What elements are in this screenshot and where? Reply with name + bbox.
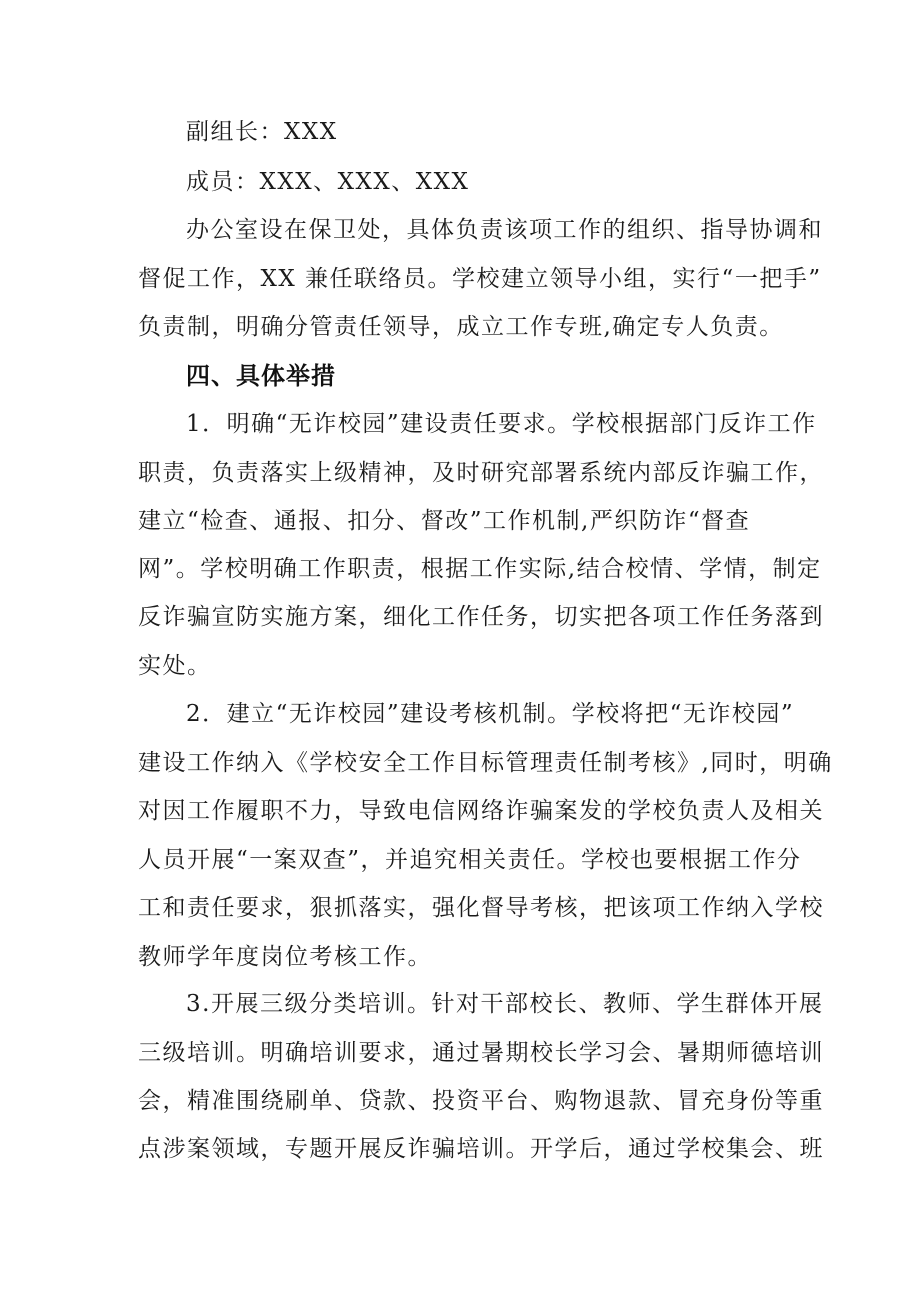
item1-line: 1．明确“无诈校园”建设责任要求。学校根据部门反诈工作 [186, 411, 817, 437]
item3-line: 3.开展三级分类培训。针对干部校长、教师、学生群体开展 [186, 991, 824, 1017]
deputy-leader-line: 副组长：XXX [186, 119, 338, 145]
item3-line: 点涉案领域，专题开展反诈骗培训。开学后，通过学校集会、班 [138, 1136, 824, 1162]
item1-line: 职责，负责落实上级精神，及时研究部署系统内部反诈骗工作， [138, 460, 824, 486]
item2-line: 建设工作纳入《学校安全工作目标管理责任制考核》,同时，明确 [138, 750, 833, 776]
item1-line: 实处。 [138, 653, 212, 679]
item2-line: 人员开展“一案双查”，并追究相关责任。学校也要根据工作分 [138, 847, 802, 873]
office-paragraph-line: 负责制，明确分管责任领导，成立工作专班,确定专人负责。 [138, 314, 784, 340]
item1-line: 建立“检查、通报、扣分、督改”工作机制,严织防诈“督查 [138, 508, 751, 534]
members-line: 成员：XXX、XXX、XXX [186, 169, 470, 195]
item1-line: 反诈骗宣防实施方案，细化工作任务，切实把各项工作任务落到 [138, 604, 824, 630]
item1-line: 网”。学校明确工作职责，根据工作实际,结合校情、学情，制定 [138, 556, 822, 582]
item2-line: 教师学年度岗位考核工作。 [138, 944, 432, 970]
item3-line: 三级培训。明确培训要求，通过暑期校长学习会、暑期师德培训 [138, 1040, 824, 1066]
office-paragraph-line: 办公室设在保卫处，具体负责该项工作的组织、指导协调和 [186, 217, 823, 243]
item2-line: 对因工作履职不力，导致电信网络诈骗案发的学校负责人及相关 [138, 798, 824, 824]
office-paragraph-line: 督促工作，XX 兼任联络员。学校建立领导小组，实行“一把手” [138, 266, 822, 292]
section-heading: 四、具体举措 [186, 362, 336, 390]
item3-line: 会，精准围绕刷单、贷款、投资平台、购物退款、冒充身份等重 [138, 1088, 824, 1114]
item2-line: 工和责任要求，狠抓落实，强化督导考核，把该项工作纳入学校 [138, 895, 824, 921]
item2-line: 2．建立“无诈校园”建设考核机制。学校将把“无诈校园” [186, 701, 795, 727]
